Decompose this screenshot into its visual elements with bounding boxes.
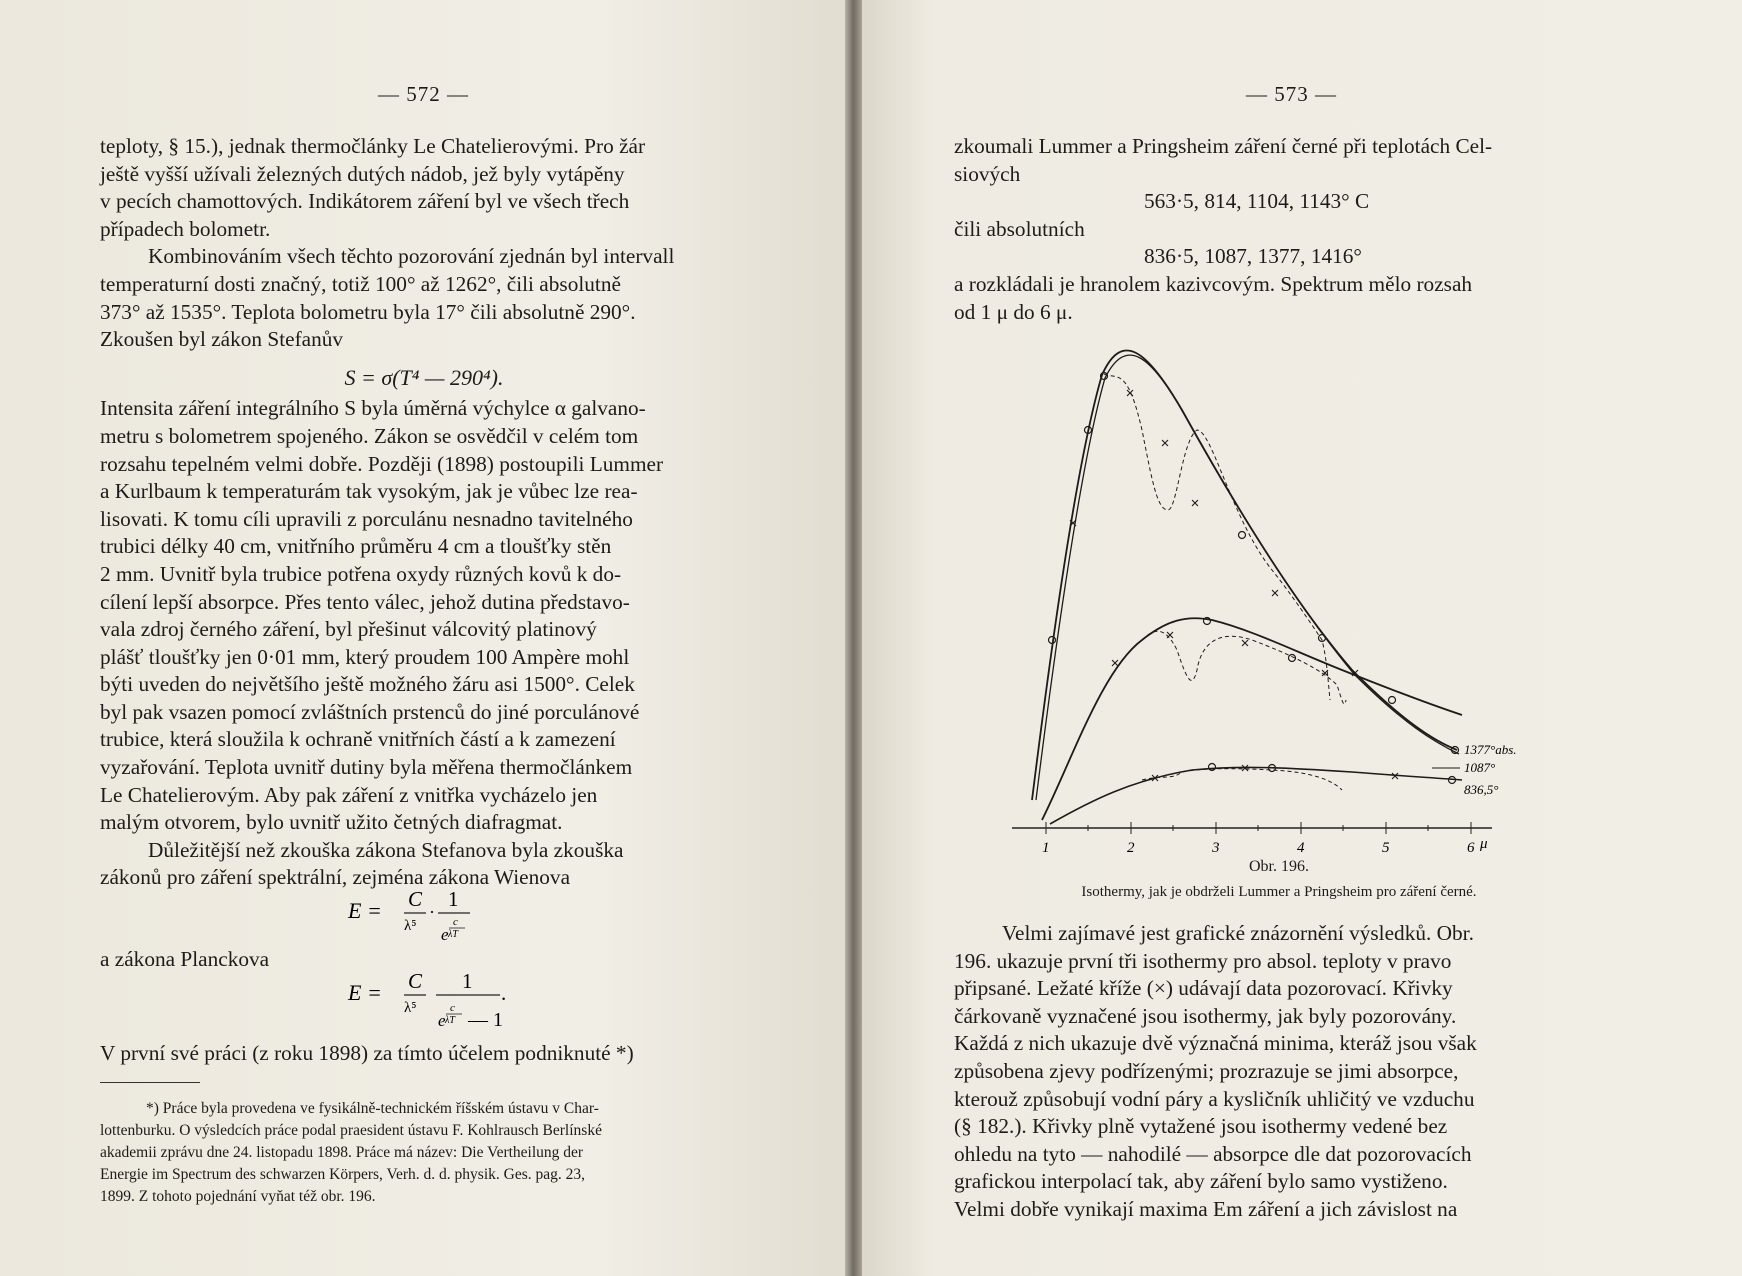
text-line: temperaturní dosti značný, totiž 100° až 1262°, čili absolutně (100, 271, 621, 296)
formula-exp-num: c (453, 916, 458, 928)
footnote-line: Energie im Spectrum des schwarzen Körpers, Verh. d. d. physik. Ges. pag. 23, (100, 1166, 585, 1183)
text-line: Zkoušen byl zákon Stefanův (100, 327, 344, 352)
right-text-block (954, 920, 1604, 1224)
formula-C: C (408, 969, 423, 993)
text-line: býti uveden do největšího ještě možného žáru asi 1500°. Celek (100, 672, 635, 697)
text-line: byl pak vsazen pomocí zvláštních prstenců do jiné porculánové (100, 699, 640, 724)
text-line: Každá z nich ukazuje dvě význačná minima, kteráž jsou však (954, 1031, 1477, 1056)
text-line: Velmi dobře vynikají maxima Em záření a jich závislost na (954, 1196, 1458, 1221)
footnote (100, 1098, 750, 1208)
text-line: případech bolometr. (100, 216, 271, 241)
formula-one: 1 (462, 969, 473, 993)
text-line: malým otvorem, bylo uvnitř užito četných diafragmat. (100, 810, 563, 835)
formula-lambda5: λ⁵ (404, 918, 417, 934)
formula-one: 1 (448, 887, 459, 911)
text-line: trubici délky 40 cm, vnitřního průměru 4 cm a tloušťky stěn (100, 534, 612, 559)
text-line: Velmi zajímavé jest grafické znázornění výsledků. Obr. (1002, 921, 1474, 945)
book-gutter (845, 0, 862, 1276)
isotherm-1377-solid-2 (1036, 355, 1459, 800)
text-line: (§ 182.). Křivky plně vytažené jsou isothermy vedené bez (954, 1114, 1448, 1139)
isotherm-1377-solid (1032, 350, 1457, 800)
curve-label-836: 836,5° (1464, 782, 1499, 797)
text-line: zkoumali Lummer a Pringsheim záření černé při teplotách Cel- (954, 134, 1493, 158)
text-line: připsané. Ležaté kříže (×) udávají data pozorovací. Křivky (954, 976, 1453, 1001)
text-line: Intensita záření integrálního S byla úměrná výchylce α galvano- (100, 396, 646, 421)
footnote-line: *) Práce byla provedena ve fysikálně-technickém říšském ústavu v Char- (146, 1100, 599, 1117)
formula-lhs: E = (348, 898, 382, 923)
absolute-values: 836·5, 1087, 1377, 1416° (1144, 244, 1362, 269)
text-line: vala zdroj černého záření, byl přešinut válcovitý platinový (100, 617, 597, 642)
formula-lambda5: λ⁵ (404, 1000, 417, 1016)
text-line: čárkovaně vyznačené jsou isothermy, jak byly pozorovány. (954, 1003, 1457, 1028)
observation-crosses (1070, 390, 1398, 781)
footnote-line: akademii zprávu dne 24. listopadu 1898. Práce má název: Die Vertheilung der (100, 1144, 584, 1161)
curve-label-1087: 1087° (1464, 760, 1496, 775)
text-line: 2 mm. Uvnitř byla trubice potřena oxydy různých kovů k do- (100, 561, 622, 586)
text-line: ještě vyšší užívali železných dutých nádob, jež byly vytápěny (100, 161, 625, 186)
caption-title: Obr. 196. (1249, 858, 1309, 875)
formula-e: e (441, 925, 449, 944)
formula-C: C (408, 887, 423, 911)
text-line: Kombinováním všech těchto pozorování zjednán byl intervall (148, 244, 675, 269)
text-line: V první své práci (z roku 1898) za tímto účelem podniknuté *) (100, 1041, 634, 1065)
text-line: od 1 μ do 6 μ. (954, 299, 1073, 324)
svg-text:·: · (429, 902, 435, 922)
footnote-line: 1899. Z tohoto pojednání vyňat též obr. 196. (100, 1188, 376, 1205)
text-line: zákonů pro záření spektrální, zejména zákona Wienova (100, 865, 571, 890)
wien-formula (340, 880, 500, 950)
text-line: plášť tloušťky jen 0·01 mm, který proudem 100 Ampère mohl (100, 644, 630, 669)
formula-exp-den: λT (445, 1015, 455, 1026)
text-line: ohledu na tyto — nahodilé — absorpce dle dat pozorovacích (954, 1141, 1472, 1166)
x-tick-label: 6 (1467, 840, 1475, 856)
left-text-block (100, 133, 748, 892)
x-tick-label: 3 (1212, 840, 1220, 856)
text-line: způsobena zjevy podřízenými; prozrazuje se jimi absorpce, (954, 1058, 1459, 1083)
right-page (862, 0, 1742, 1276)
formula-minus-one: — 1 (468, 1009, 503, 1031)
text-line: 373° až 1535°. Teplota bolometru byla 17° čili absolutně 290°. (100, 299, 636, 324)
x-tick-label: 5 (1382, 840, 1390, 856)
isotherm-figure (992, 340, 1552, 860)
curve-label-1377: 1377°abs. (1464, 742, 1517, 757)
text-line: čili absolutních (954, 216, 1085, 241)
formula-exp-den: λT (448, 929, 458, 940)
text-line: cílení lepší absorpce. Přes tento válec, jehož dutina představo- (100, 589, 630, 614)
text-line: lisovati. K tomu cíli upravili z porculánu nesnadno tavitelného (100, 506, 633, 531)
text-line: a rozkládali je hranolem kazivcovým. Spektrum mělo rozsah (954, 271, 1473, 296)
x-tick-label: 1 (1042, 840, 1050, 856)
left-last-line-block (100, 1040, 760, 1068)
text-line: vyzařování. Teplota uvnitř dutiny byla měřena thermočlánkem (100, 755, 633, 780)
formula-exp-num: c (450, 1002, 455, 1014)
text-line: grafickou interpolací tak, aby záření bylo samo vystiženo. (954, 1169, 1448, 1194)
text-line: metru s bolometrem spojeného. Zákon se osvědčil v celém tom (100, 423, 639, 448)
page-number: — 573 — (1246, 82, 1337, 106)
text-line: a zákona Planckova (100, 947, 270, 971)
text-line: trubice, která sloužila k ochraně vnitřních částí a k zamezení (100, 727, 616, 752)
figure-caption (954, 858, 1604, 901)
left-page (0, 0, 845, 1276)
celsius-values: 563·5, 814, 1104, 1143° C (1144, 189, 1370, 214)
formula-end: . (501, 981, 507, 1005)
footnote-line: lottenburku. O výsledcích práce podal praesident ústavu F. Kohlrausch Berlínské (100, 1122, 602, 1139)
formula-e: e (438, 1011, 446, 1030)
page-number: — 572 — (378, 82, 469, 106)
text-line: kterouž způsobují vodní páry a kysličník uhličitý ve vzduchu (954, 1086, 1475, 1111)
x-tick-label: 2 (1127, 840, 1135, 856)
text-line: teploty, § 15.), jednak thermočlánky Le Chatelierovými. Pro žár (100, 134, 646, 158)
stefan-formula: S = σ(T⁴ — 290⁴). (344, 364, 504, 390)
right-intro-block (954, 133, 1604, 326)
text-line: siových (954, 161, 1021, 186)
text-line: rozsahu tepelném velmi dobře. Později (1898) postoupili Lummer (100, 451, 664, 476)
text-line: a Kurlbaum k temperaturám tak vysokým, jak je vůbec lze rea- (100, 479, 638, 504)
x-tick-label: 4 (1297, 840, 1305, 856)
text-line: 196. ukazuje první tři isothermy pro absol. teploty v pravo (954, 948, 1452, 973)
observation-circles (1049, 373, 1459, 784)
isotherm-836-solid (1050, 767, 1462, 824)
text-line: v pecích chamottových. Indikátorem záření byl ve všech třech (100, 189, 630, 214)
text-line: Důležitější než zkouška zákona Stefanova byla zkouška (148, 837, 624, 862)
isotherm-836-dashed (1142, 769, 1342, 790)
x-unit-label: μ (1480, 836, 1488, 852)
formula-lhs: E = (348, 980, 382, 1005)
isotherm-1087-solid (1042, 618, 1462, 820)
text-line: Le Chatelierovým. Aby pak záření z vnitřka vycházelo jen (100, 782, 598, 807)
planck-formula (340, 960, 540, 1040)
caption-text: Isothermy, jak je obdrželi Lummer a Pringsheim pro záření černé. (1081, 884, 1477, 900)
footnote-rule (100, 1082, 200, 1083)
